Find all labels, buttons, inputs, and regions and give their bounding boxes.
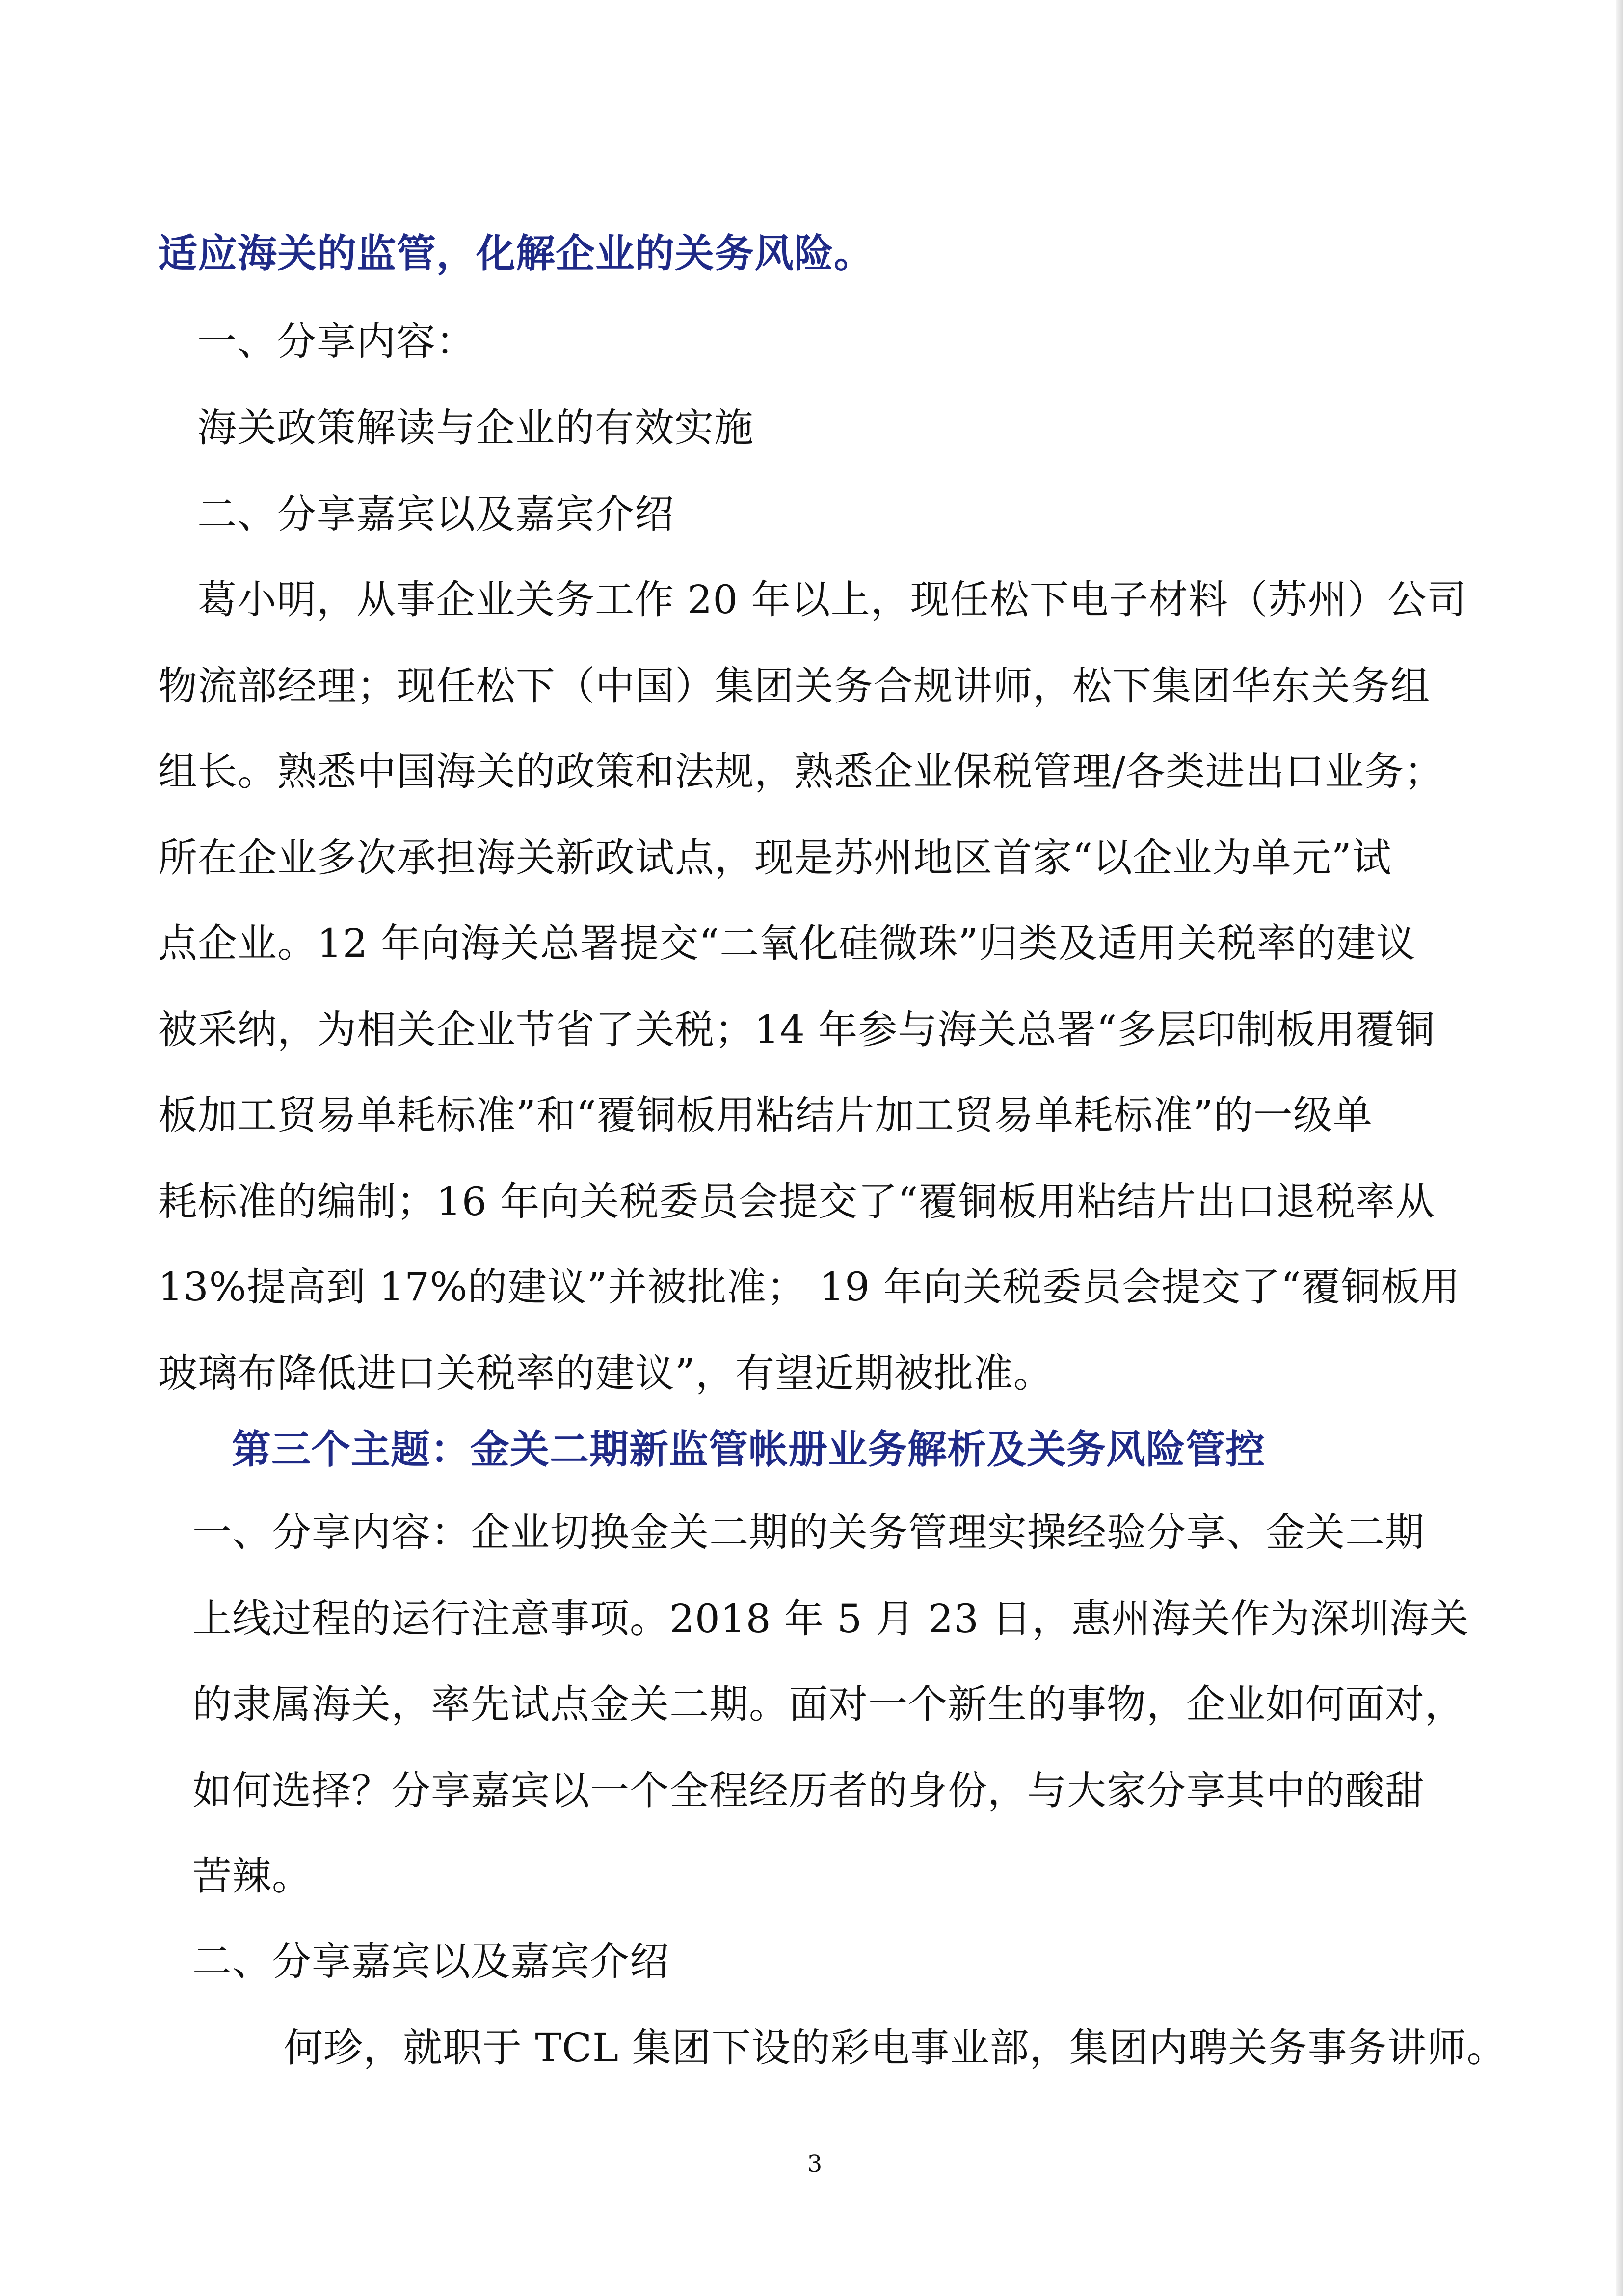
- guest-bio-line-10: 玻璃布降低进口关税率的建议”，有望近期被批准。: [158, 1351, 1053, 1396]
- scan-edge: [1616, 0, 1623, 2296]
- guest-bio-line-2: 物流部经理；现任松下（中国）集团关务合规讲师，松下集团华东关务组: [158, 663, 1430, 709]
- guest-bio-line-7: 板加工贸易单耗标准”和“覆铜板用粘结片加工贸易单耗标准”的一级单: [158, 1092, 1373, 1138]
- topic3-content-line-5: 苦辣。: [192, 1853, 312, 1899]
- guest-bio-line-6: 被采纳，为相关企业节省了关税；14 年参与海关总署“多层印制板用覆铜: [158, 1007, 1436, 1053]
- third-topic-title: 第三个主题：金关二期新监管帐册业务解析及关务风险管控: [232, 1426, 1265, 1472]
- guest-bio-line-8: 耗标准的编制；16 年向关税委员会提交了“覆铜板用粘结片出口退税率从: [158, 1179, 1436, 1224]
- share-content-text: 海关政策解读与企业的有效实施: [197, 405, 754, 451]
- section-share-content-heading: 一、分享内容：: [197, 319, 476, 364]
- topic3-content-line-1: 一、分享内容：企业切换金关二期的关务管理实操经验分享、金关二期: [192, 1510, 1425, 1555]
- guest-bio-line-4: 所在企业多次承担海关新政试点，现是苏州地区首家“以企业为单元”试: [158, 835, 1392, 881]
- guest-bio-line-5: 点企业。12 年向海关总署提交“二氧化硅微珠”归类及适用关税率的建议: [158, 920, 1416, 966]
- section-guest-heading: 二、分享嘉宾以及嘉宾介绍: [197, 491, 674, 537]
- page-number: 3: [807, 2150, 823, 2178]
- guest-bio-line-9: 13%提高到 17%的建议”并被批准； 19 年向关税委员会提交了“覆铜板用: [158, 1264, 1461, 1310]
- topic3-content-line-3: 的隶属海关，率先试点金关二期。面对一个新生的事物，企业如何面对，: [192, 1681, 1464, 1727]
- guest-bio-line-3: 组长。熟悉中国海关的政策和法规，熟悉企业保税管理/各类进出口业务；: [158, 749, 1444, 794]
- topic3-content-line-2: 上线过程的运行注意事项。2018 年 5 月 23 日，惠州海关作为深圳海关: [192, 1596, 1469, 1642]
- intro-closing-line: 适应海关的监管，化解企业的关务风险。: [158, 230, 874, 276]
- topic3-content-line-4: 如何选择？分享嘉宾以一个全程经历者的身份，与大家分享其中的酸甜: [192, 1768, 1425, 1813]
- topic3-guest-heading: 二、分享嘉宾以及嘉宾介绍: [192, 1939, 669, 1984]
- guest-bio-line-1: 葛小明，从事企业关务工作 20 年以上，现任松下电子材料（苏州）公司: [197, 577, 1467, 622]
- topic3-guest-bio-line-1: 何珍，就职于 TCL 集团下设的彩电事业部，集团内聘关务事务讲师。: [284, 2025, 1507, 2071]
